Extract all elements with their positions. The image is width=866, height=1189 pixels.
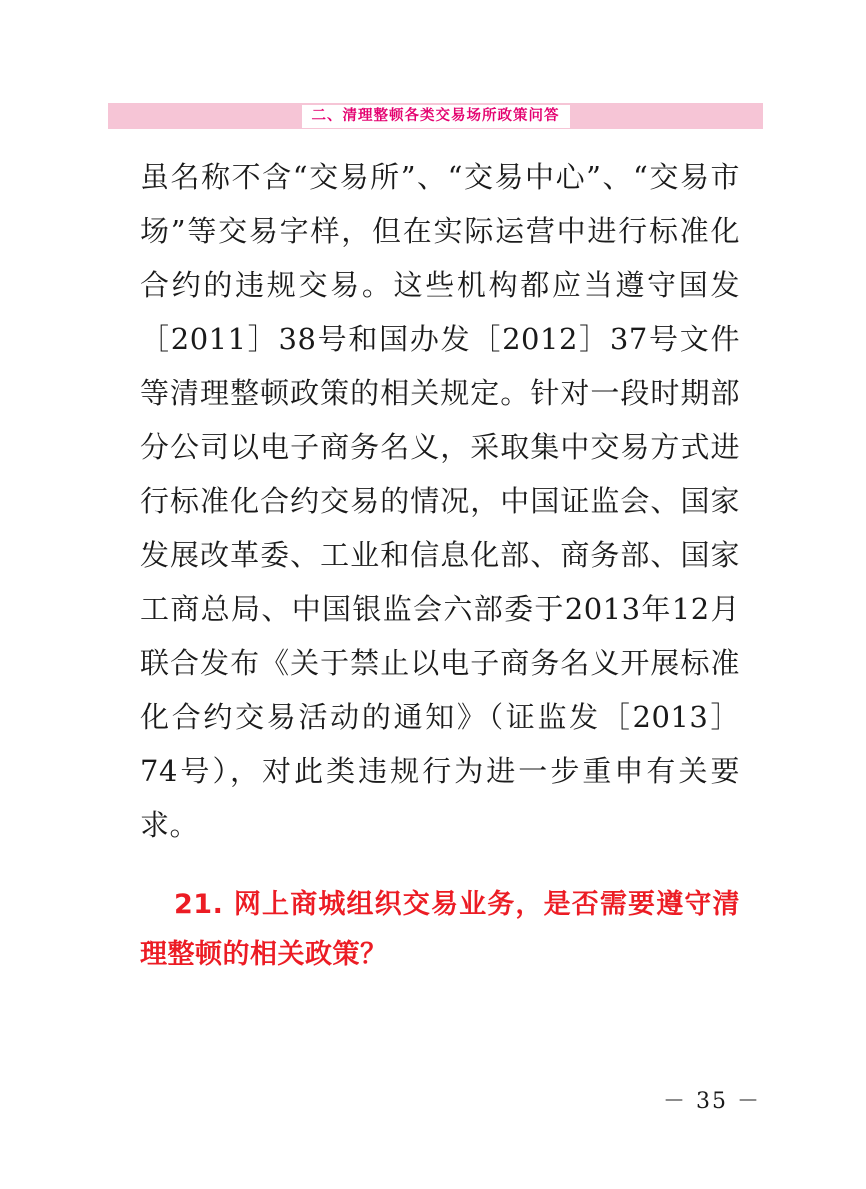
question-heading: 21. 网上商城组织交易业务，是否需要遵守清理整顿的相关政策？ <box>140 889 740 970</box>
running-head-band <box>108 103 763 129</box>
running-head-title: 二、清理整顿各类交易场所政策问答 <box>302 105 570 128</box>
body-text-block <box>140 150 740 852</box>
question-block <box>140 880 740 980</box>
body-paragraph: 虽名称不含“交易所”、“交易中心”、“交易市场”等交易字样，但在实际运营中进行标准化合约的违规交易。这些机构都应当遵守国发［2011］38号和国办发［2012］37号文件等清理整顿政策的相关规定。针对一段时期部分公司以电子商务名义，采取集中交易方式进行标准化合约交易的情况，中国证监会、国家发展改革委、工业和信息化部、商务部、国家工商总局、中国银监会六部委于2013年12月联合发布《关于禁止以电子商务名义开展标准化合约交易活动的通知》（证监发［2013］74号），对此类违规行为进一步重申有关要求。 <box>140 160 740 842</box>
page-number: － 35 － <box>663 1089 761 1114</box>
